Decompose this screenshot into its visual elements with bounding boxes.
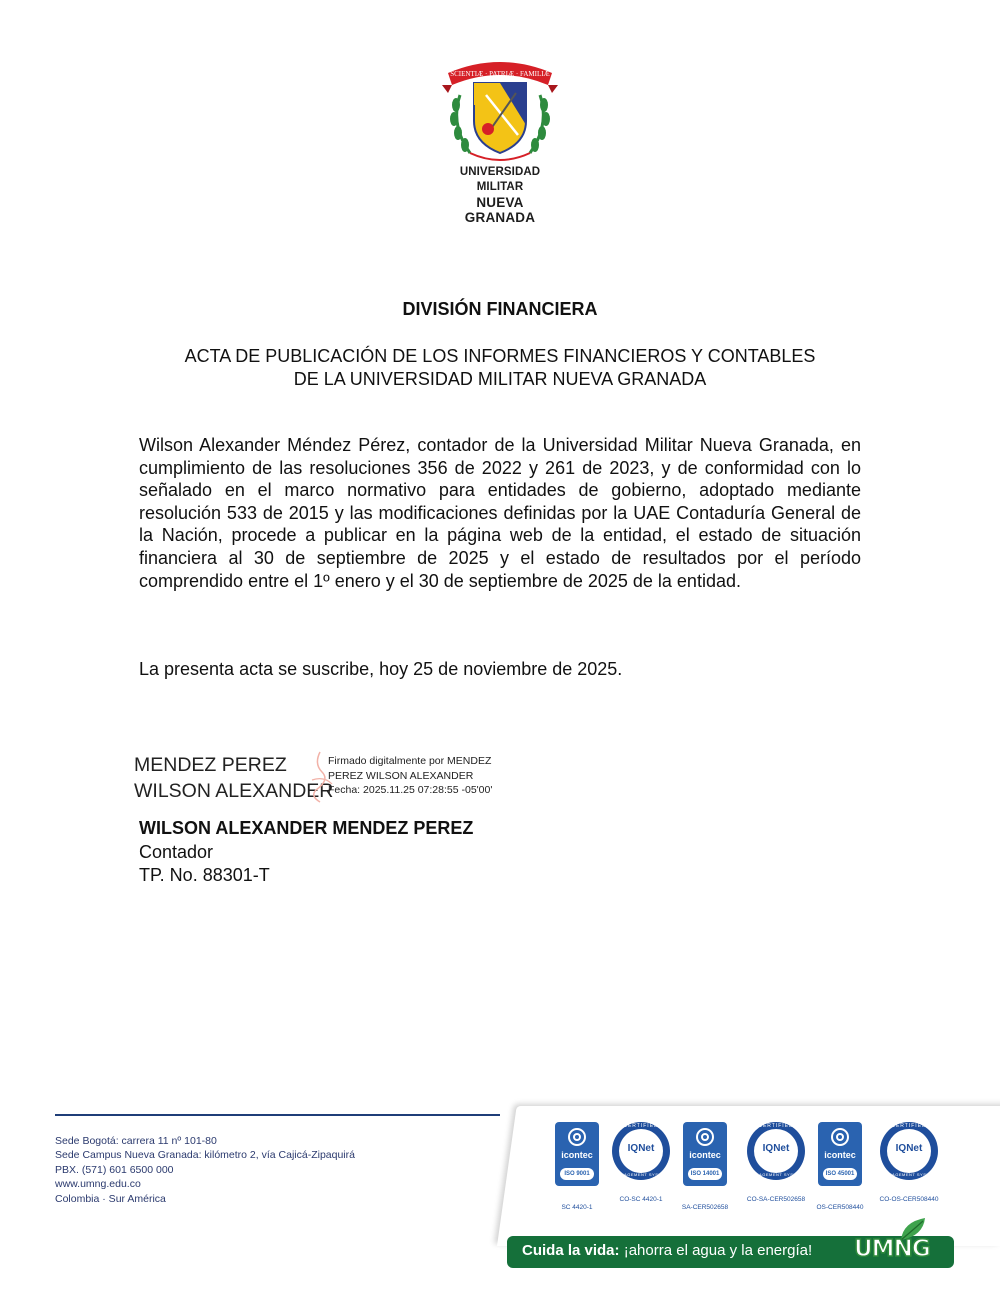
body-paragraph: Wilson Alexander Méndez Pérez, contador de la Universidad Militar Nueva Granada, en cumplimiento de las resoluciones 356 de 2022 y 261 de 2023, y de conformidad con lo señalado en el marco normativo para entidades de gobierno, adoptado mediante resolución 533 de 2015 y las modificaciones definidas por la UAE Contaduría General de la Nación, procede a publicar en la página web de la entidad, el estado de situación financiera al 30 de septiembre de 2025 y el estado de resultados por el período comprendido entre el 1º enero y el 30 de septiembre de 2025 de la entidad. — [139, 435, 861, 591]
icontec-icon: icontec ISO 45001 — [818, 1122, 862, 1186]
certifications-row — [545, 1122, 950, 1217]
closing-sentence: La presenta acta se suscribe, hoy 25 de noviembre de 2025. — [139, 659, 623, 679]
icontec-icon: icontec ISO 14001 — [683, 1122, 727, 1186]
footer-divider — [55, 1114, 500, 1116]
signature-details-line1: Firmado digitalmente por MENDEZ — [328, 755, 492, 767]
footer-website-link[interactable]: www.umng.edu.co — [55, 1178, 141, 1191]
certification-code: SA-CER502658 — [681, 1204, 729, 1211]
certification-code: CO-SC 4420-1 — [619, 1196, 663, 1203]
signer-block — [139, 817, 473, 888]
footer-address-line: Sede Campus Nueva Granada: kilómetro 2, vía Cajicá-Zipaquirá — [55, 1149, 355, 1162]
signer-name: WILSON ALEXANDER MENDEZ PEREZ — [139, 818, 474, 838]
iqnet-icon: CERTIFIED IQNet MANAGEMENT SYSTEM — [747, 1122, 805, 1180]
slogan-bold: Cuida la vida: — [522, 1242, 620, 1259]
umng-brand-logo: UMNG — [854, 1236, 930, 1262]
certification-code: SC 4420-1 — [561, 1204, 593, 1211]
iqnet-icon: CERTIFIED IQNet MANAGEMENT SYSTEM — [880, 1122, 938, 1180]
iqnet-icon: CERTIFIED IQNet MANAGEMENT SYSTEM — [612, 1122, 670, 1180]
document-title — [0, 345, 1000, 391]
certification-badge — [609, 1122, 673, 1203]
certification-code: CO-SA-CER502658 — [746, 1196, 806, 1203]
signature-details — [328, 754, 492, 798]
university-name-line2: NUEVA GRANADA — [464, 195, 536, 225]
division-heading: DIVISIÓN FINANCIERA — [402, 299, 598, 319]
signature-name-line1: MENDEZ PEREZ — [134, 754, 287, 776]
certification-badge — [545, 1122, 609, 1211]
document-title-line1: ACTA DE PUBLICACIÓN DE LOS INFORMES FINANCIEROS Y CONTABLES — [184, 346, 816, 366]
certification-code: OS-CER508440 — [816, 1204, 864, 1211]
signature-details-line3: Fecha: 2025.11.25 07:28:55 -05'00' — [328, 784, 493, 796]
footer-address-line: Sede Bogotá: carrera 11 nº 101-80 — [55, 1135, 217, 1147]
certification-badge — [877, 1122, 941, 1203]
slogan-text — [522, 1242, 812, 1259]
document-title-line2: DE LA UNIVERSIDAD MILITAR NUEVA GRANADA — [293, 369, 707, 389]
university-name — [440, 165, 560, 225]
signer-role: Contador — [139, 841, 214, 862]
signature-details-line2: PEREZ WILSON ALEXANDER — [328, 769, 474, 782]
icontec-icon: icontec ISO 9001 — [555, 1122, 599, 1186]
digital-signature — [134, 750, 534, 805]
footer-address-line: Colombia · Sur América — [55, 1192, 166, 1205]
certification-badge — [744, 1122, 808, 1203]
certification-code: CO-OS-CER508440 — [879, 1196, 939, 1203]
signature-name — [134, 752, 333, 804]
university-name-line1: UNIVERSIDAD MILITAR — [459, 166, 541, 193]
certification-badge — [808, 1122, 872, 1211]
footer-address — [55, 1134, 355, 1206]
slogan-rest: ¡ahorra el agua y la energía! — [623, 1242, 813, 1259]
certification-badge — [673, 1122, 737, 1211]
signature-name-line2: WILSON ALEXANDER — [134, 780, 334, 802]
footer-address-line: PBX. (571) 601 6500 000 — [55, 1163, 174, 1176]
motto-text: SCIENTIÆ · PATRIÆ · FAMILIÆ — [450, 70, 550, 78]
signer-tp: TP. No. 88301-T — [139, 865, 270, 885]
